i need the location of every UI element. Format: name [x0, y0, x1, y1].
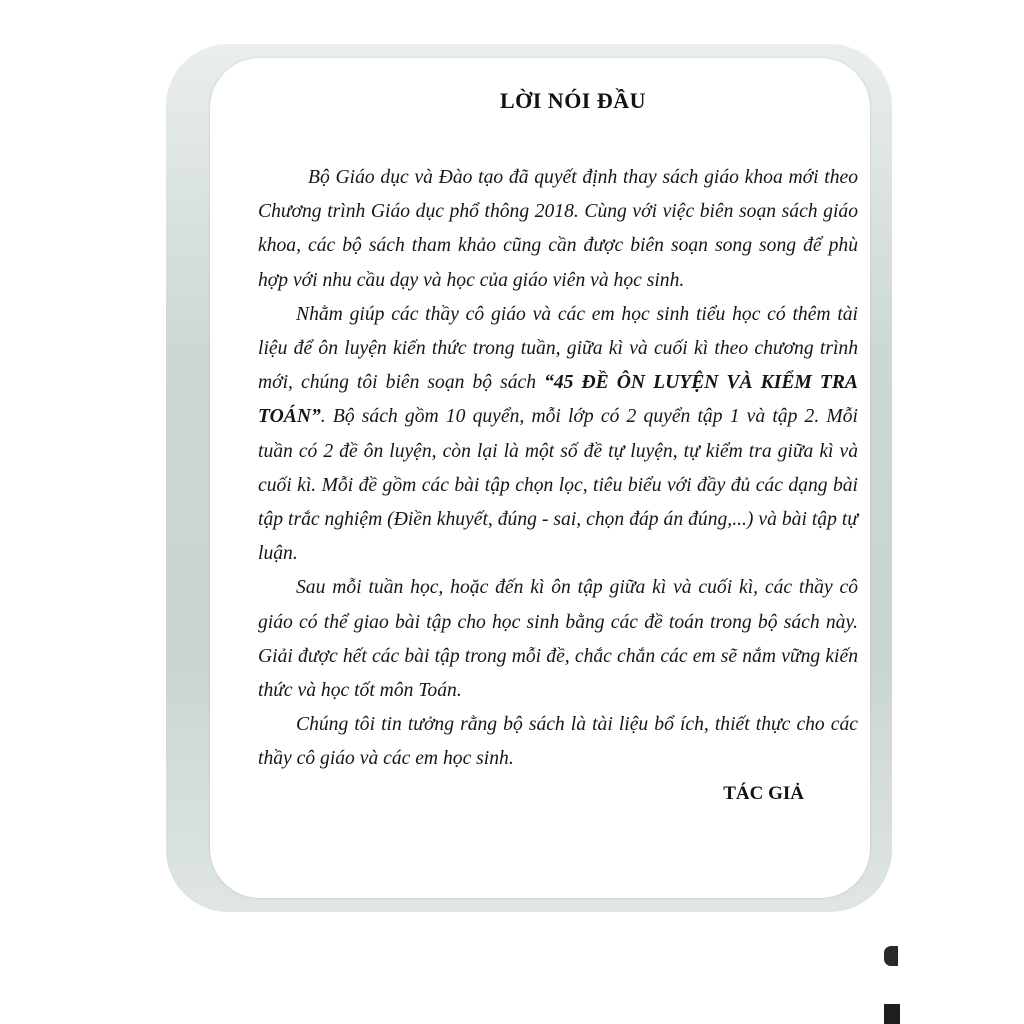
paragraph-3: Sau mỗi tuần học, hoặc đến kì ôn tập giữa kì và cuối kì, các thầy cô giáo có thể giao bài tập cho học sinh bằng các đề toán trong bộ sách này. Giải được hết các bài tập trong mỗi đề, chắc chắn các em sẽ nắm vững kiến thức và học tốt môn Toán.	[258, 577, 858, 702]
page-title: LỜI NÓI ĐẦU	[499, 88, 647, 113]
paragraph-2-before: Nhằm giúp các thầy cô giáo và các em học sinh tiểu học có thêm tài liệu để ôn luyện kiến thức trong tuần, giữa kì và cuối kì theo chương trình mới, chúng tôi biên soạn bộ sách	[258, 303, 858, 394]
preface-content	[258, 88, 858, 805]
edge-mark	[884, 946, 898, 966]
book-title: “45 ĐỀ ÔN LUYỆN VÀ KIỂM TRA TOÁN”	[258, 372, 858, 428]
paragraph-4: Chúng tôi tin tưởng rằng bộ sách là tài liệu bổ ích, thiết thực cho các thầy cô giáo và các em học sinh.	[258, 714, 858, 770]
author-signature: TÁC GIẢ	[723, 782, 804, 804]
edge-mark-bottom	[884, 1004, 900, 1024]
paragraph-2-after: . Bộ sách gồm 10 quyển, mỗi lớp có 2 quyển tập 1 và tập 2. Mỗi tuần có 2 đề ôn luyện, còn lại là một số đề tự luyện, tự kiểm tra giữa kì và cuối kì. Mỗi đề gồm các bài tập chọn lọc, tiêu biểu với đầy đủ các dạng bài tập trắc nghiệm (Điền khuyết, đúng - sai, chọn đáp án đúng,...) và bài tập tự luận.	[258, 406, 858, 565]
paragraph-1: Bộ Giáo dục và Đào tạo đã quyết định thay sách giáo khoa mới theo Chương trình Giáo dục phổ thông 2018. Cùng với việc biên soạn sách giáo khoa, các bộ sách tham khảo cũng cần được biên soạn song song để phù hợp với nhu cầu dạy và học của giáo viên và học sinh.	[258, 167, 858, 291]
paragraph-2	[258, 298, 858, 572]
